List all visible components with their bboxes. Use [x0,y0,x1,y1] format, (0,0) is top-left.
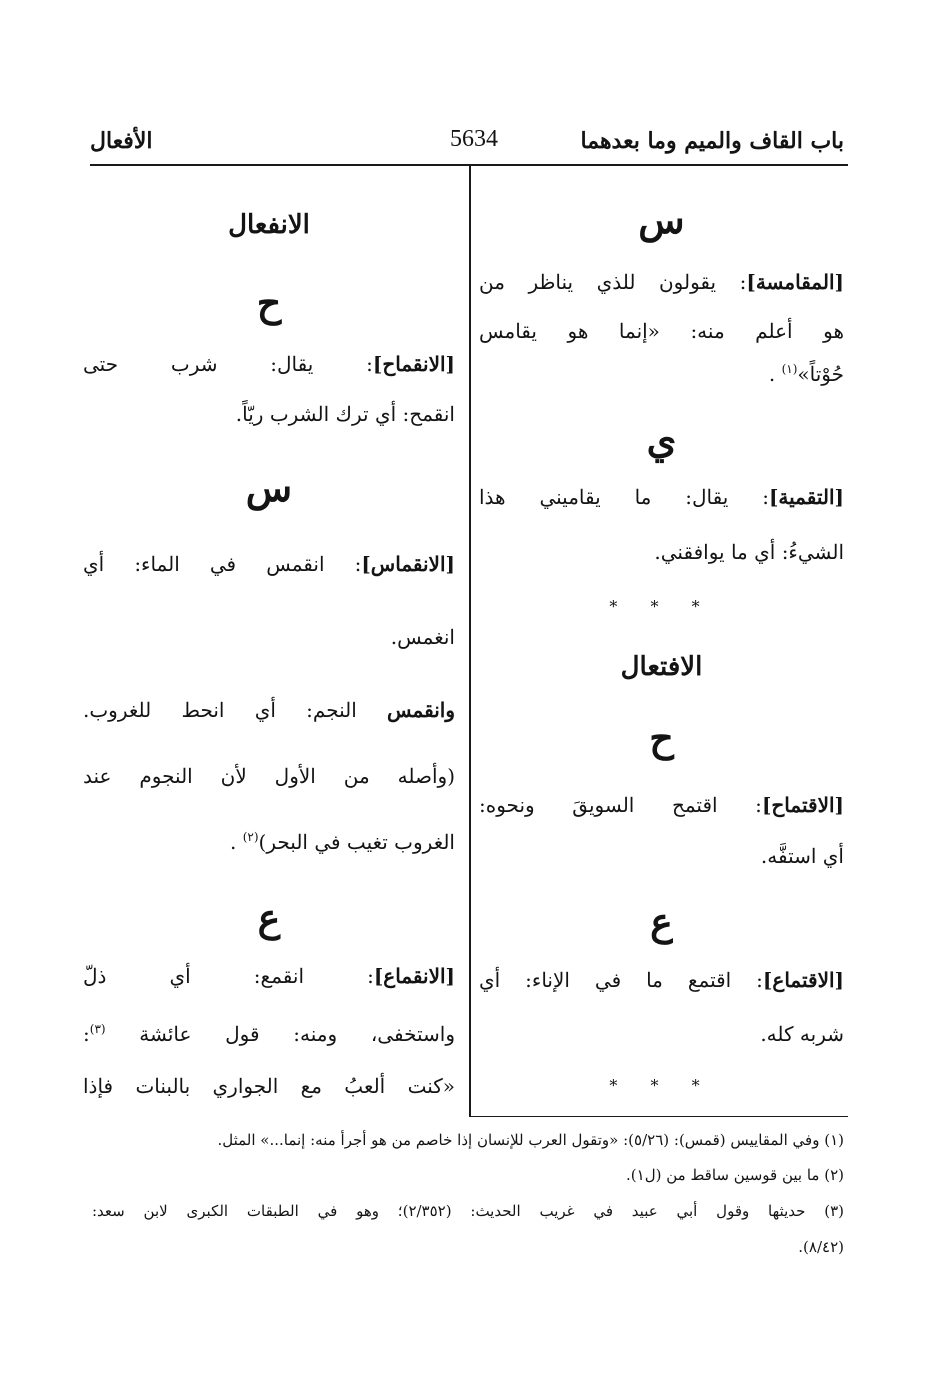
letter-heading-ha: ح [256,280,282,325]
letter-heading-sin: س [638,197,685,242]
entry-text: : [83,1022,90,1046]
entry-text: : يقال: ما يقاميني هذا [479,485,769,509]
entry-text: : انقمس في الماء: أي [83,552,362,576]
section-separator-stars: * * * [609,1076,714,1095]
section-heading-ifti-al: الافتعال [620,652,703,682]
right-column [479,0,844,1120]
entry-taqmiya-line-1 [479,483,844,511]
column-divider [469,165,471,1117]
letter-heading-ha: ح [649,715,674,760]
entry-term: وانقمس [387,698,456,722]
entry-inqimah-line-2: انقمح: أي ترك الشرب ريّاً. [235,402,455,426]
entry-text: : يقولون للذي يناظر من [479,270,747,294]
entry-inqimas-line-5 [83,828,455,856]
letter-heading-ya: ي [646,417,677,462]
entry-term: [التقمية] [768,485,844,509]
footnote-ref: (١) [781,362,798,376]
entry-term: [الاقتماح] [761,793,844,817]
entry-muqamasa-line-3 [479,360,844,388]
letter-heading-sin: س [245,465,293,510]
entry-term: [المقامسة] [746,270,844,294]
entry-text: حُوْتاً» [797,362,844,386]
entry-inqimas-line-2: انغمس. [390,625,455,649]
footnote-3-continued: (٨/٤٢). [798,1238,844,1256]
chapter-title: باب القاف والميم وما بعدهما [580,128,844,154]
page-number: 5634 [450,126,498,152]
letter-heading-ayn: ع [257,895,281,940]
footnote-ref: (٢) [242,830,259,844]
entry-iqtima-line-2: شربه كله. [760,1022,844,1046]
entry-inqimas-line-4: (وأصله من الأول لأن النجوم عند [83,764,455,788]
entry-text: : انقمع: أي ذلّ [83,964,374,988]
entry-text: واستخفى، ومنه: قول عائشة [139,1022,455,1046]
entry-taqmiya-line-2: الشيءُ: أي ما يوافقني. [654,540,844,564]
section-title: الأفعال [90,128,153,154]
section-separator-stars: * * * [609,597,714,616]
entry-muqamasa-line-1 [479,268,844,296]
entry-term: [الانقماس] [361,552,455,576]
entry-term: [الاقتماع] [762,968,844,992]
entry-text: : اقتمع ما في الإناء: أي [479,968,763,992]
entry-inqima-line-3: «كنت ألعبُ مع الجواري بالبنات فإذا [83,1074,455,1098]
footnote-3: (٣) حديثها وقول أبي عبيد في غريب الحديث: (٢/٣٥٢)؛ وهو في الطبقات الكبرى لابن سعد: [92,1202,844,1220]
left-column [83,0,455,1120]
footnote-ref: (٣) [89,1022,106,1036]
entry-muqamasa-line-2: هو أعلم منه: «إنما هو يقامس [479,319,844,343]
section-heading-infi-al: الانفعال [228,210,310,240]
footnote-rule [470,1116,848,1117]
entry-iqtimah-line-1 [479,791,844,819]
entry-inqima-line-1 [83,962,455,990]
entry-term: [الانقماح] [372,352,455,376]
footnote-2: (٢) ما بين قوسين ساقط من (ل١). [626,1166,844,1184]
entry-text: : يقال: شرب حتى [83,352,373,376]
entry-text: . [230,830,237,854]
entry-term: [الانقماع] [373,964,455,988]
entry-inqimas-line-1 [83,550,455,578]
entry-text: النجم: أي انحط للغروب. [83,698,357,722]
entry-text: الغروب تغيب في البحر) [258,830,455,854]
entry-inqima-line-2 [83,1020,455,1048]
entry-inqimah-line-1 [83,350,455,378]
letter-heading-ayn: ع [650,899,673,944]
entry-inqimas-line-3 [83,696,455,724]
entry-iqtimah-line-2: أي استفَّه. [760,844,844,868]
entry-text: . [768,362,776,386]
footnote-1: (١) وفي المقاييس (قمس): (٥/٢٦): «وتقول العرب للإنسان إذا خاصم من هو أجرأ منه: إنما...» المثل. [217,1131,844,1149]
entry-iqtima-line-1 [479,966,844,994]
entry-text: : اقتمح السويقَ ونحوه: [479,793,762,817]
